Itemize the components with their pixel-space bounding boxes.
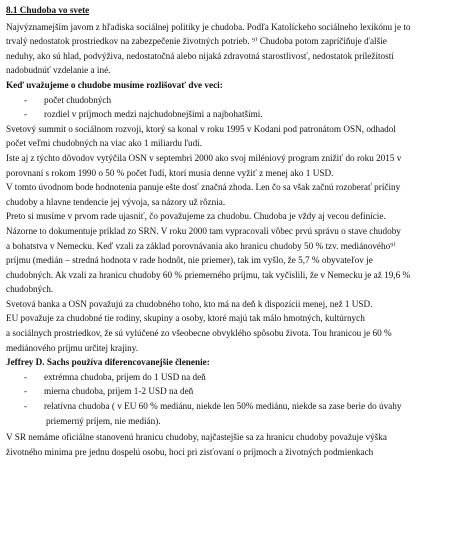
text-line: Svetový summit o sociálnom rozvoji, ktorý sa konal v roku 1995 v Kodani pod patronátom OSN, odhadol [6,123,396,134]
text-line: chudoby a hlavne tendencie jej vývoja, sa názory už rôznia. [6,196,226,207]
list-item-text: počet chudobných [44,94,112,105]
list-item-continuation: priemerný príjem, nie medián). [46,415,161,426]
paragraph-intro [6,20,451,78]
text-line: príjmu (medián – stredná hodnota v rade hodnôt, nie priemer), tak im vyšlo, že 5,7 % obyvateľov je [6,255,373,266]
text-line: nadobudnúť vzdelanie a iné. [6,65,111,76]
list-item-text: rozdiel v príjmoch medzi najchudobnejšími a najbohatšími. [44,109,263,120]
subheading-distinguish: Keď uvažujeme o chudobe musíme rozlišovať dve veci: [6,79,223,90]
paragraph-sr [6,430,451,459]
text-line: Iste aj z týchto dôvodov vytýčila OSN v septembri 2000 ako svoj miléniový program znížiť do roku 2015 v [6,152,402,163]
text-line: Svetová banka a OSN považujú za chudobného toho, kto má na deň k dispozícii menej, než 1 USD. [6,298,373,309]
text-line: porovnaní s rokom 1990 o 50 % počet ľudí, ktorí musia denne vyžiť z menej ako 1 USD. [6,167,334,178]
list-item [6,370,451,385]
text-line: životného minima pre jednu dospelú osobu, hoci pri zisťovaní o príjmoch a životných podmienkach [6,446,374,457]
text-line: chudobných. Ak vzali za hranicu chudoby 60 % priemerného príjmu, tak vyčíslili, že v Nemecku je až 19,6 % [6,269,411,280]
text-line: trvalý nedostatok prostriedkov na zabezpečenie životných potrieb. ⁹⁾ Chudoba potom zapríčiňuje ďalšie [6,36,387,47]
subheading-sachs: Jeffrey D. Sachs používa diferencovanejšie členenie: [6,357,210,368]
text-line: EU považuje za chudobné tie rodiny, skupiny a osoby, ktoré majú tak málo hmotných, kultúrnych [6,313,365,324]
list-item [6,399,451,414]
bullet-list-1 [6,93,451,122]
bullet-dash: - [24,371,28,382]
bullet-dash: - [24,401,28,412]
list-item-text: relatívna chudoba ( v EU 60 % mediánu, niekde len 50% mediánu, niekde sa zase berie do úvahy [44,401,402,412]
text-line: Najvýznamejším javom z hľadiska sociálnej politiky je chudoba. Podľa Katolíckeho sociálneho lexikónu je to [6,21,411,32]
bullet-dash: - [24,109,28,120]
bullet-dash: - [24,386,28,397]
bullet-dash: - [24,94,28,105]
text-line: počet veľmi chudobných na viac ako 1 miliardu ľudí. [6,138,203,149]
section-heading: 8.1 Chudoba vo svete [6,5,90,15]
text-line: chudobných. [6,284,54,295]
text-line: a bohatstva v Nemecku. Keď vzali za základ porovnávania ako hranicu chudoby 50 % tzv. mediánového⁹⁾ [6,240,396,251]
text-line: neduhy, ako sú hlad, podvýživa, nedostatočná alebo nijaká zdravotná starostlivosť, nedostatok príležitostí [6,50,394,61]
list-item [6,107,451,122]
list-item-text: mierna chudoba, príjem 1-2 USD na deň [44,386,194,397]
list-item [6,384,451,399]
paragraph-body [6,122,451,356]
text-line: V tomto úvodnom bode hodnotenia panuje ešte dosť značná zhoda. Len čo sa však začnú rozoberať príčiny [6,182,401,193]
bullet-list-2 [6,370,451,428]
text-line: V SR nemáme oficiálne stanovenú hranicu chudoby, najčastejšie sa za hranicu chudoby považuje výška [6,432,387,443]
list-item [6,93,451,108]
text-line: a sociálnych prostriedkov, že sú vylúčené zo všeobecne obvyklého spôsobu života. Tou hranicou je 60 % [6,328,392,339]
text-line: mediánového príjmu určitej krajiny. [6,342,139,353]
text-line: Názorne to dokumentuje príklad zo SRN. V roku 2000 tam vypracovali vôbec prvú správu o stave chudoby [6,225,401,236]
text-line: Preto si musíme v prvom rade ujasniť, čo považujeme za chudobu. Chudoba je vždy aj vecou definície. [6,211,386,222]
list-item-text: extrémna chudoba, príjem do 1 USD na deň [44,371,206,382]
